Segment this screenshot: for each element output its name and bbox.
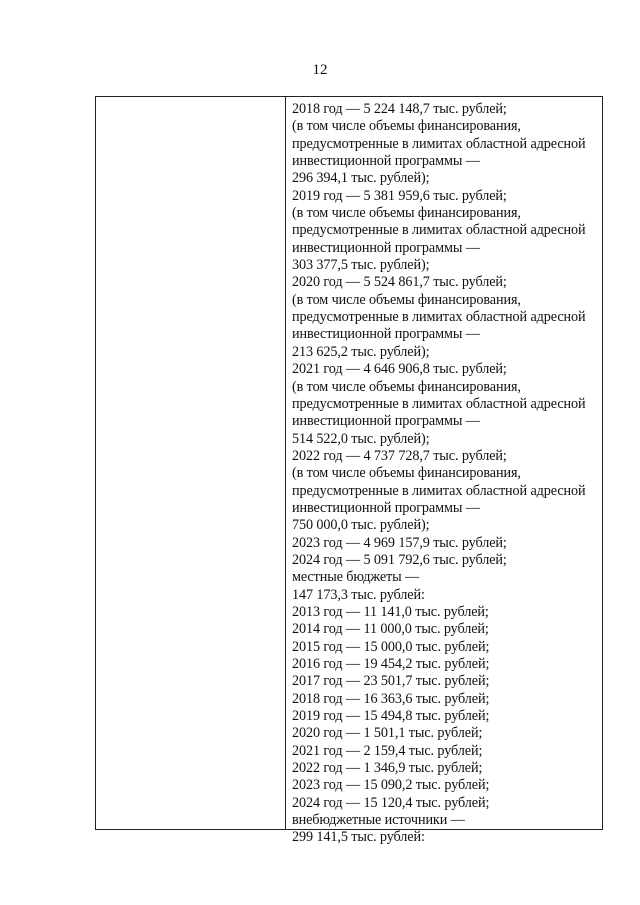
- text-line: 2024 год — 15 120,4 тыс. рублей;: [292, 794, 490, 811]
- text-line: инвестиционной программы —: [292, 153, 480, 170]
- funding-table: [95, 96, 603, 846]
- text-line: внебюджетные источники —: [292, 812, 465, 829]
- table-left-cell: [96, 97, 285, 829]
- text-line: 2017 год — 23 501,7 тыс. рублей;: [292, 673, 490, 690]
- text-line: 213 625,2 тыс. рублей);: [292, 343, 430, 360]
- page-number: 12: [312, 62, 328, 78]
- text-line: 2013 год — 11 141,0 тыс. рублей;: [292, 603, 489, 620]
- text-line: (в том числе объемы финансирования,: [292, 205, 521, 222]
- text-line: (в том числе объемы финансирования,: [292, 118, 521, 135]
- text-line: 2019 год — 15 494,8 тыс. рублей;: [292, 708, 490, 725]
- text-line: 303 377,5 тыс. рублей);: [292, 257, 430, 274]
- text-line: 2018 год — 5 224 148,7 тыс. рублей;: [292, 101, 507, 117]
- text-line: предусмотренные в лимитах областной адресной: [292, 395, 586, 412]
- text-line: инвестиционной программы —: [292, 499, 480, 516]
- text-line: 750 000,0 тыс. рублей);: [292, 517, 430, 534]
- text-line: инвестиционной программы —: [292, 239, 480, 256]
- table-right-cell: [292, 101, 598, 847]
- text-line: 2019 год — 5 381 959,6 тыс. рублей;: [292, 187, 507, 204]
- text-line: 2020 год — 5 524 861,7 тыс. рублей;: [292, 274, 507, 291]
- text-line: 2014 год — 11 000,0 тыс. рублей;: [292, 621, 489, 638]
- text-line: 2023 год — 15 090,2 тыс. рублей;: [292, 777, 490, 794]
- text-line: 147 173,3 тыс. рублей:: [292, 586, 425, 603]
- text-line: (в том числе объемы финансирования,: [292, 291, 521, 308]
- text-line: 2015 год — 15 000,0 тыс. рублей;: [292, 638, 490, 655]
- text-line: инвестиционной программы —: [292, 326, 480, 343]
- column-divider: [285, 97, 286, 829]
- text-line: 2022 год — 4 737 728,7 тыс. рублей;: [292, 447, 507, 464]
- text-line: предусмотренные в лимитах областной адресной: [292, 309, 586, 326]
- text-line: инвестиционной программы —: [292, 413, 480, 430]
- text-line: 2023 год — 4 969 157,9 тыс. рублей;: [292, 534, 507, 551]
- text-line: 2020 год — 1 501,1 тыс. рублей;: [292, 725, 483, 742]
- text-line: 2021 год — 2 159,4 тыс. рублей;: [292, 742, 483, 759]
- text-line: предусмотренные в лимитах областной адресной: [292, 135, 586, 152]
- text-line: 514 522,0 тыс. рублей);: [292, 430, 430, 447]
- text-line: 2024 год — 5 091 792,6 тыс. рублей;: [292, 551, 507, 568]
- text-line: (в том числе объемы финансирования,: [292, 465, 521, 482]
- text-line: 296 394,1 тыс. рублей);: [292, 170, 430, 187]
- text-line: местные бюджеты —: [292, 569, 420, 586]
- text-line: предусмотренные в лимитах областной адресной: [292, 222, 586, 239]
- text-line: предусмотренные в лимитах областной адресной: [292, 482, 586, 499]
- text-line: 2022 год — 1 346,9 тыс. рублей;: [292, 760, 483, 777]
- text-line: 2021 год — 4 646 906,8 тыс. рублей;: [292, 361, 507, 378]
- text-line: 2018 год — 16 363,6 тыс. рублей;: [292, 690, 490, 707]
- text-line: 299 141,5 тыс. рублей:: [292, 829, 425, 846]
- text-line: 2016 год — 19 454,2 тыс. рублей;: [292, 656, 490, 672]
- text-line: (в том числе объемы финансирования,: [292, 378, 521, 395]
